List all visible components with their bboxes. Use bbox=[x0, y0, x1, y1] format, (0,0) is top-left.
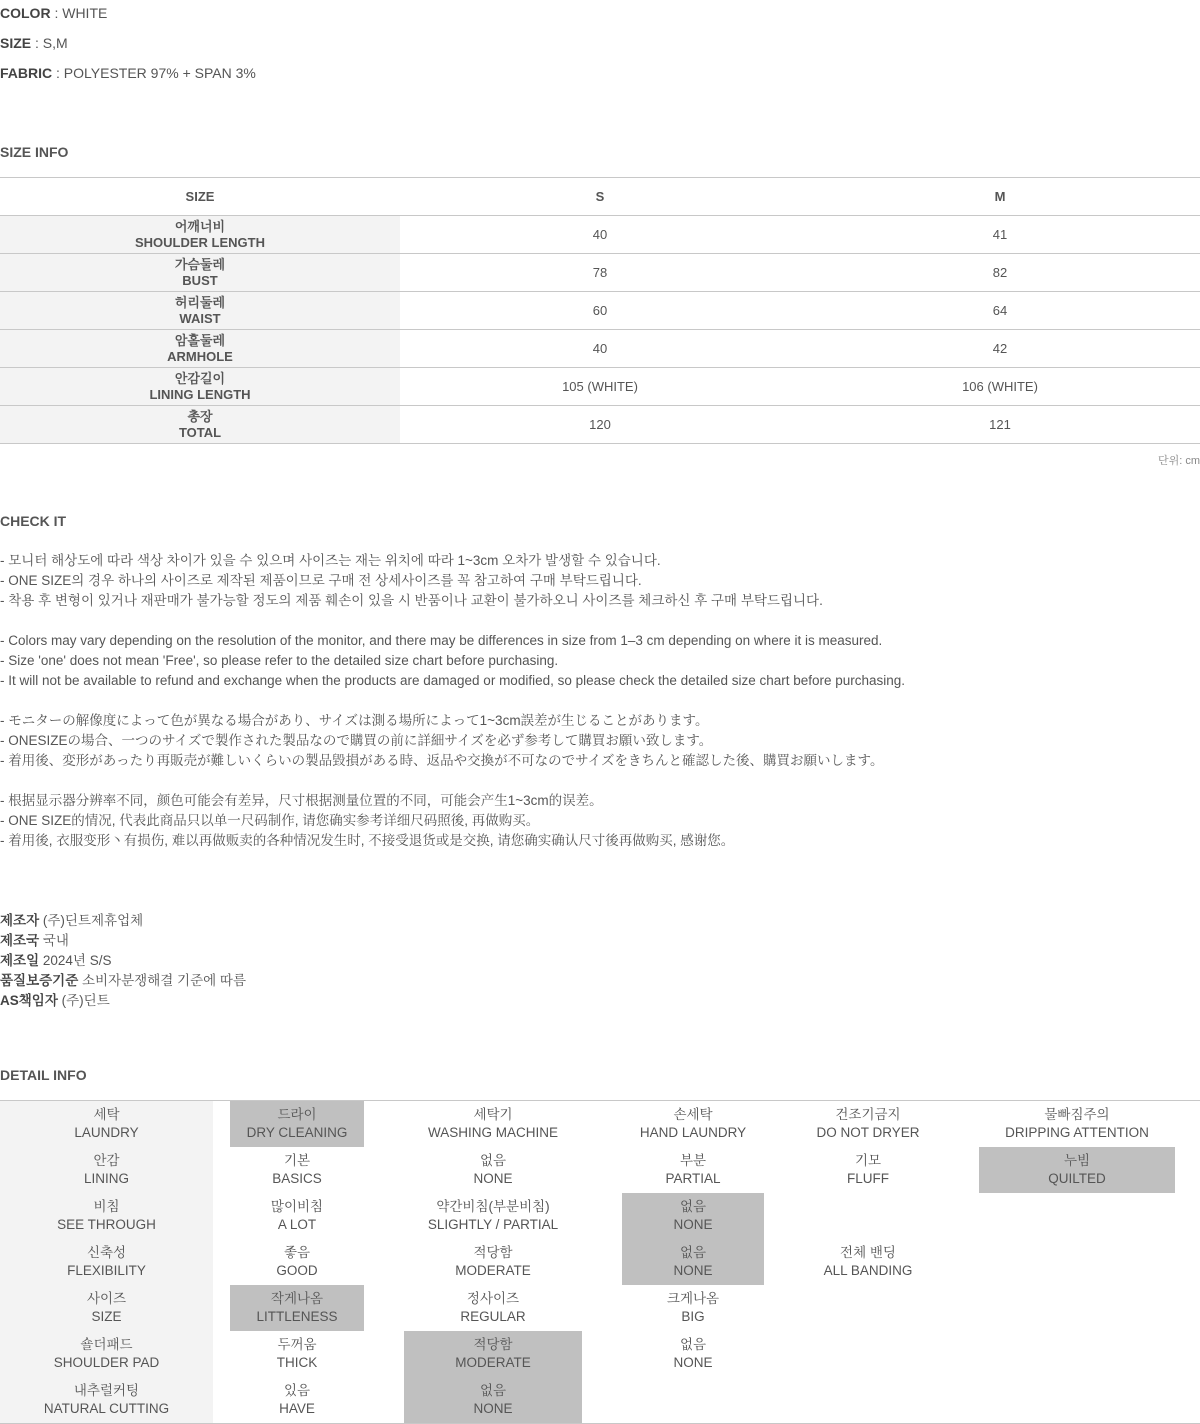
detail-option: 없음 NONE bbox=[622, 1193, 764, 1239]
cell-m: 82 bbox=[800, 254, 1200, 292]
cell-m: 64 bbox=[800, 292, 1200, 330]
check-it-title: CHECK IT bbox=[0, 513, 67, 529]
check-line: - 根据显示器分辨率不同，颜色可能会有差异，尺寸根据测量位置的不同，可能会产生1~3cm的误差。 bbox=[0, 793, 603, 808]
check-line: - 모니터 해상도에 따라 색상 차이가 있을 수 있으며 사이즈는 재는 위치에 따라 1~3cm 오차가 발생할 수 있습니다. bbox=[0, 553, 661, 568]
check-line: - 着用後, 衣服变形丶有损伤, 难以再做贩卖的各种情况发生时, 不接受退货或是交换, 请您确实确认尺寸後再做购买, 感谢您。 bbox=[0, 833, 735, 848]
detail-option: 두꺼움 THICK bbox=[276, 1337, 318, 1370]
cell-m: 41 bbox=[800, 216, 1200, 254]
table-row bbox=[0, 368, 1200, 406]
cell-s: 60 bbox=[400, 292, 800, 330]
check-line: - ONESIZEの場合、一つのサイズで製作された製品なので購買の前に詳細サイズを必ず参考して購買お願い致します。 bbox=[0, 733, 713, 748]
table-row bbox=[0, 216, 1200, 254]
cell-s: 40 bbox=[400, 216, 800, 254]
cell-s: 78 bbox=[400, 254, 800, 292]
size-table bbox=[0, 177, 1200, 444]
maker-line: 품질보증기준 소비자분쟁해결 기준에 따름 bbox=[0, 973, 246, 988]
row-label: 가슴둘레 BUST bbox=[0, 254, 400, 292]
detail-option: 전체 밴딩 ALL BANDING bbox=[823, 1245, 913, 1278]
maker-line: 제조국 국내 bbox=[0, 933, 69, 948]
cell-m: 121 bbox=[800, 406, 1200, 444]
cell-s: 105 (WHITE) bbox=[400, 368, 800, 406]
detail-label-size: 사이즈 SIZE bbox=[86, 1291, 127, 1324]
check-line: - Size 'one' does not mean 'Free', so please refer to the detailed size chart before purchasing. bbox=[0, 653, 559, 668]
detail-option: 크게나옴 BIG bbox=[666, 1291, 720, 1324]
detail-option: 기본 BASICS bbox=[272, 1153, 322, 1186]
detail-option: 기모 FLUFF bbox=[847, 1153, 889, 1186]
table-row bbox=[0, 330, 1200, 368]
unit-note: 단위: cm bbox=[1157, 455, 1200, 467]
detail-label-flexibility: 신축성 FLEXIBILITY bbox=[67, 1245, 146, 1278]
maker-line: 제조일 2024년 S/S bbox=[0, 953, 112, 968]
detail-option: 약간비침(부분비침) SLIGHTLY / PARTIAL bbox=[427, 1199, 559, 1232]
table-row bbox=[0, 406, 1200, 444]
detail-option: 누빔 QUILTED bbox=[979, 1147, 1175, 1193]
detail-label-laundry: 세탁 LAUNDRY bbox=[74, 1107, 139, 1140]
header-size: SIZE bbox=[0, 178, 400, 216]
check-line: - 착용 후 변형이 있거나 재판매가 불가능할 정도의 제품 훼손이 있을 시 반품이나 교환이 불가하오니 사이즈를 체크하신 후 구매 부탁드립니다. bbox=[0, 593, 823, 608]
detail-option: 물빠짐주의 DRIPPING ATTENTION bbox=[1005, 1107, 1149, 1140]
detail-info-title: DETAIL INFO bbox=[0, 1067, 87, 1083]
cell-m: 42 bbox=[800, 330, 1200, 368]
detail-option: 정사이즈 REGULAR bbox=[460, 1291, 526, 1324]
spec-fabric: FABRIC : POLYESTER 97% + SPAN 3% bbox=[0, 65, 256, 81]
detail-label-lining: 안감 LINING bbox=[83, 1153, 129, 1186]
maker-line: AS책임자 (주)딘트 bbox=[0, 993, 110, 1008]
cell-s: 40 bbox=[400, 330, 800, 368]
check-line: - モニターの解像度によって色が異なる場合があり、サイズは測る場所によって1~3cm誤差が生じることがあります。 bbox=[0, 713, 709, 728]
row-label: 암홀둘레 ARMHOLE bbox=[0, 330, 400, 368]
detail-option: 없음 NONE bbox=[673, 1337, 713, 1370]
maker-line: 제조자 (주)딘트제휴업체 bbox=[0, 913, 144, 928]
detail-option: 좋음 GOOD bbox=[276, 1245, 318, 1278]
check-line: - 着用後、変形があったり再販売が難しいくらいの製品毀損がある時、返品や交換が不可なのでサイズをきちんと確認した後、購買お願いします。 bbox=[0, 753, 884, 768]
size-table-header bbox=[0, 178, 1200, 216]
spec-color: COLOR : WHITE bbox=[0, 5, 108, 21]
row-label: 어깨너비 SHOULDER LENGTH bbox=[0, 216, 400, 254]
detail-option: 없음 NONE bbox=[473, 1153, 513, 1186]
detail-option: 적당함 MODERATE bbox=[455, 1245, 531, 1278]
detail-option: 부분 PARTIAL bbox=[665, 1153, 721, 1186]
check-line: - Colors may vary depending on the resolution of the monitor, and there may be differences in size from 1–3 cm depending on where it is measured. bbox=[0, 633, 883, 648]
maker-info bbox=[0, 911, 246, 1011]
detail-option: 작게나옴 LITTLENESS bbox=[230, 1285, 364, 1331]
detail-option: 드라이 DRY CLEANING bbox=[230, 1101, 364, 1147]
detail-label-shoulder-pad: 숄더패드 SHOULDER PAD bbox=[53, 1337, 160, 1370]
detail-option: 적당함 MODERATE bbox=[404, 1331, 582, 1377]
detail-option: 많이비침 A LOT bbox=[270, 1199, 324, 1232]
detail-option: 세탁기 WASHING MACHINE bbox=[427, 1107, 558, 1140]
detail-label-see-through: 비침 SEE THROUGH bbox=[57, 1199, 156, 1232]
check-line: - It will not be available to refund and exchange when the products are damaged or modified, so please check the detailed size chart before purchasing. bbox=[0, 673, 906, 688]
detail-grid bbox=[0, 1100, 1200, 1424]
detail-option: 없음 NONE bbox=[404, 1377, 582, 1423]
table-row bbox=[0, 254, 1200, 292]
detail-option: 손세탁 HAND LAUNDRY bbox=[639, 1107, 747, 1140]
header-s: S bbox=[400, 178, 800, 216]
detail-option: 없음 NONE bbox=[622, 1239, 764, 1285]
detail-option: 건조기금지 DO NOT DRYER bbox=[816, 1107, 920, 1140]
row-label: 안감길이 LINING LENGTH bbox=[0, 368, 400, 406]
check-line: - ONE SIZE的情况, 代表此商品只以单一尺码制作, 请您确实参考详细尺码照後, 再做购买。 bbox=[0, 813, 540, 828]
size-info-title: SIZE INFO bbox=[0, 144, 69, 160]
header-m: M bbox=[800, 178, 1200, 216]
check-line: - ONE SIZE의 경우 하나의 사이즈로 제작된 제품이므로 구매 전 상세사이즈를 꼭 참고하여 구매 부탁드립니다. bbox=[0, 573, 642, 588]
spec-size: SIZE : S,M bbox=[0, 35, 68, 51]
cell-s: 120 bbox=[400, 406, 800, 444]
cell-m: 106 (WHITE) bbox=[800, 368, 1200, 406]
row-label: 허리둘레 WAIST bbox=[0, 292, 400, 330]
table-row bbox=[0, 292, 1200, 330]
detail-option: 있음 HAVE bbox=[279, 1383, 315, 1416]
detail-label-natural-cutting: 내추럴커팅 NATURAL CUTTING bbox=[43, 1383, 170, 1416]
row-label: 총장 TOTAL bbox=[0, 406, 400, 444]
